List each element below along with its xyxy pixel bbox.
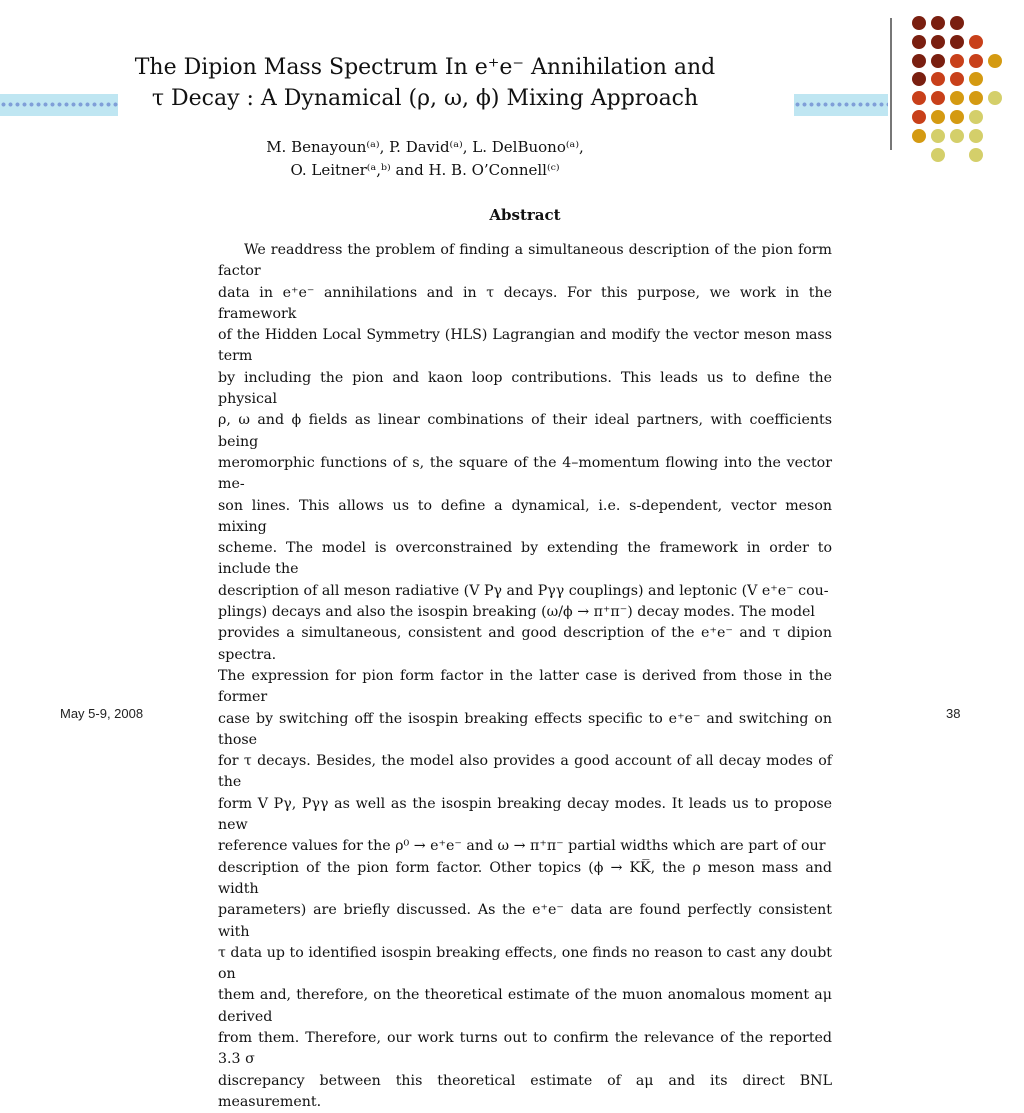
abstract-line: description of all meson radiative (V Pγ and Pγγ couplings) and leptonic (V e⁺e⁻ cou- <box>218 582 829 599</box>
abstract-line: We readdress the problem of finding a simultaneous description of the pion form factor <box>218 242 832 280</box>
decorative-dot <box>969 110 983 124</box>
authors-line-1: M. Benayoun⁽ᵃ⁾, P. David⁽ᵃ⁾, L. DelBuono⁽ᵃ⁾, <box>266 138 584 156</box>
abstract-line: form V Pγ, Pγγ as well as the isospin breaking decay modes. It leads us to propose new <box>218 795 832 834</box>
abstract-body <box>218 240 832 1113</box>
decorative-dot <box>950 129 964 143</box>
decorative-dot <box>988 91 1002 105</box>
title-line-2: τ Decay : A Dynamical (ρ, ω, ϕ) Mixing Approach <box>151 86 699 111</box>
decorative-dot <box>950 35 964 49</box>
decorative-dot <box>969 35 983 49</box>
decorative-dot-grid <box>900 10 1020 170</box>
footer-date: May 5-9, 2008 <box>60 706 144 721</box>
decorative-dot <box>912 54 926 68</box>
decorative-dot <box>931 148 945 162</box>
abstract-line: ρ, ω and ϕ fields as linear combinations of their ideal partners, with coefficients being <box>218 412 832 450</box>
decorative-dot <box>912 110 926 124</box>
abstract-line: scheme. The model is overconstrained by extending the framework in order to include the <box>218 540 832 578</box>
decorative-dot <box>950 16 964 30</box>
page-number: 38 <box>946 706 961 721</box>
authors-line-2: O. Leitner⁽ᵃ,ᵇ⁾ and H. B. O’Connell⁽ᶜ⁾ <box>290 161 560 179</box>
abstract-line: them and, therefore, on the theoretical estimate of the muon anomalous moment aμ derived <box>218 987 832 1025</box>
decorative-dot <box>950 54 964 68</box>
abstract-line: of the Hidden Local Symmetry (HLS) Lagrangian and modify the vector meson mass term <box>218 327 832 365</box>
decorative-dot <box>931 129 945 143</box>
decorative-band-left <box>0 94 118 116</box>
decorative-dot <box>969 72 983 86</box>
abstract-line: discrepancy between this theoretical estimate of aμ and its direct BNL measurement. <box>218 1072 832 1110</box>
abstract-line: parameters) are briefly discussed. As the e⁺e⁻ data are found perfectly consistent with <box>218 902 832 940</box>
decorative-dot <box>950 91 964 105</box>
abstract-line: The expression for pion form factor in the latter case is derived from those in the former <box>218 667 832 706</box>
abstract-line: τ data up to identified isospin breaking effects, one finds no reason to cast any doubt on <box>218 944 832 983</box>
abstract-line: meromorphic functions of s, the square of the 4–momentum flowing into the vector me- <box>218 454 832 493</box>
decorative-dot <box>931 72 945 86</box>
abstract-line: data in e⁺e⁻ annihilations and in τ decays. For this purpose, we work in the framework <box>218 284 832 322</box>
abstract-line: son lines. This allows us to define a dynamical, i.e. s-dependent, vector meson mixing <box>218 497 832 535</box>
decorative-dot <box>912 35 926 49</box>
decorative-dot <box>969 54 983 68</box>
decorative-dot <box>931 54 945 68</box>
decorative-dot <box>912 72 926 86</box>
decorative-dot <box>969 91 983 105</box>
decorative-dot <box>931 110 945 124</box>
decorative-dot <box>931 16 945 30</box>
decorative-vertical-line <box>890 18 892 150</box>
abstract-line: from them. Therefore, our work turns out to confirm the relevance of the reported 3.3 σ <box>218 1029 832 1068</box>
abstract-line: by including the pion and kaon loop contributions. This leads us to define the physical <box>218 369 832 408</box>
decorative-dot <box>912 129 926 143</box>
abstract-line: for τ decays. Besides, the model also provides a good account of all decay modes of the <box>218 753 832 791</box>
decorative-dot <box>950 72 964 86</box>
abstract-line: provides a simultaneous, consistent and good description of the e⁺e⁻ and τ dipion spectra. <box>218 625 832 663</box>
decorative-dot <box>969 129 983 143</box>
decorative-dot <box>988 54 1002 68</box>
decorative-dot <box>950 110 964 124</box>
decorative-dot <box>969 148 983 162</box>
abstract-heading: Abstract <box>489 206 561 224</box>
decorative-dot <box>912 16 926 30</box>
authors <box>200 136 650 182</box>
abstract-line: description of the pion form factor. Other topics (ϕ → KK̅, the ρ meson mass and width <box>218 859 832 897</box>
abstract-line: case by switching off the isospin breaking effects specific to e⁺e⁻ and switching on those <box>218 710 832 748</box>
abstract-line: reference values for the ρ⁰ → e⁺e⁻ and ω → π⁺π⁻ partial widths which are part of our <box>218 838 826 855</box>
decorative-band-right <box>794 94 888 116</box>
decorative-dot <box>931 91 945 105</box>
decorative-dot <box>931 35 945 49</box>
abstract-line: plings) decays and also the isospin breaking (ω/ϕ → π⁺π⁻) decay modes. The model <box>218 604 815 621</box>
title-line-1: The Dipion Mass Spectrum In e⁺e⁻ Annihilation and <box>134 55 716 80</box>
paper-title <box>130 52 720 114</box>
decorative-dot <box>912 91 926 105</box>
